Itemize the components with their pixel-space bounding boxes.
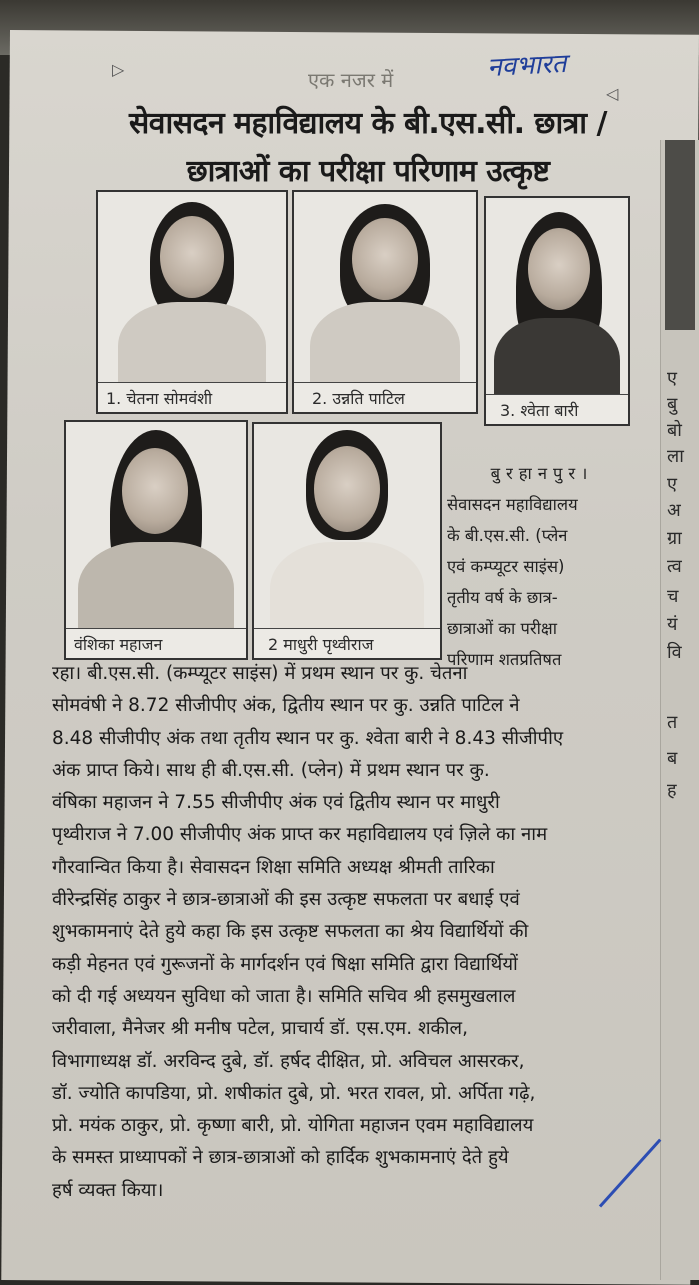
body-line: शुभकामनाएं देते हुये कहा कि इस उत्कृष्ट सफलता का श्रेय विद्यार्थियों की <box>52 921 529 943</box>
photo-caption-3: 3. श्वेता बारी <box>500 401 579 420</box>
kicker-label: एक नजर में <box>308 68 394 92</box>
adjacent-text-fragment: अ <box>667 500 681 521</box>
intro-line: छात्राओं का परीक्षा <box>447 619 558 638</box>
handwritten-note: नवभारत <box>486 48 568 84</box>
corner-mark-right: ◁ <box>606 84 619 103</box>
student-photo-1 <box>96 190 288 414</box>
adjacent-text-fragment: ए <box>667 474 677 495</box>
body-line: अंक प्राप्त किये। साथ ही बी.एस.सी. (प्लेन) में प्रथम स्थान पर कु. <box>52 759 490 781</box>
adjacent-text-fragment: ए <box>667 368 677 389</box>
body-line: डॉ. ज्योति कापडिया, प्रो. शषीकांत दुबे, प्रो. भरत रावल, प्रो. अर्पिता गढ़े, <box>52 1082 536 1104</box>
body-line: हर्ष व्यक्त किया। <box>52 1179 164 1201</box>
student-photo-2 <box>292 190 478 414</box>
body-line: गौरवान्वित किया है। सेवासदन शिक्षा समिति अध्यक्ष श्रीमती तारिका <box>52 856 495 878</box>
adjacent-text-fragment: ब <box>667 748 678 769</box>
headline-line-2: छात्राओं का परीक्षा परिणाम उत्कृष्ट <box>186 154 550 189</box>
photo-caption-4: वंशिका महाजन <box>74 635 163 654</box>
adjacent-text-fragment: त <box>667 712 678 733</box>
photo-caption-5: 2 माधुरी पृथ्वीराज <box>268 635 374 654</box>
photo-caption-1: 1. चेतना सोमवंशी <box>106 389 213 408</box>
adjacent-text-fragment: वि <box>667 642 682 663</box>
body-line: वंषिका महाजन ने 7.55 सीजीपीए अंक एवं द्वितीय स्थान पर माधुरी <box>52 792 500 814</box>
adjacent-text-fragment: बो <box>667 420 682 441</box>
adjacent-text-fragment: ह <box>667 780 677 801</box>
body-line: प्रो. मयंक ठाकुर, प्रो. कृष्णा बारी, प्रो. योगिता महाजन एवम महाविद्यालय <box>52 1115 534 1137</box>
adjacent-column <box>660 140 699 1280</box>
student-photo-5 <box>252 422 442 660</box>
corner-mark-left: ▷ <box>112 60 125 79</box>
adjacent-text-fragment: ला <box>667 446 684 467</box>
student-photo-3 <box>484 196 630 426</box>
body-line: पृथ्वीराज ने 7.00 सीजीपीए अंक प्राप्त कर महाविद्यालय एवं ज़िले का नाम <box>52 824 548 846</box>
body-line: सोमवंषी ने 8.72 सीजीपीए अंक, द्वितीय स्थान पर कु. उन्नति पाटिल ने <box>52 695 520 717</box>
intro-line: बुरहानपुर। <box>490 464 594 483</box>
body-line: के समस्त प्राध्यापकों ने छात्र-छात्राओं को हार्दिक शुभकामनाएं देते हुये <box>52 1147 509 1169</box>
adjacent-text-fragment: त्व <box>667 556 682 577</box>
adjacent-text-fragment: बु <box>667 394 678 415</box>
intro-line: परिणाम शतप्रतिषत <box>447 650 562 669</box>
body-line: जरीवाला, मैनेजर श्री मनीष पटेल, प्राचार्य डॉ. एस.एम. शकील, <box>52 1018 468 1040</box>
intro-line: एवं कम्प्यूटर साइंस) <box>447 557 565 576</box>
adjacent-text-fragment: यं <box>667 614 678 635</box>
body-line: 8.48 सीजीपीए अंक तथा तृतीय स्थान पर कु. श्वेता बारी ने 8.43 सीजीपीए <box>52 727 564 749</box>
intro-line: तृतीय वर्ष के छात्र- <box>447 588 558 607</box>
body-line: कड़ी मेहनत एवं गुरूजनों के मार्गदर्शन एवं षिक्षा समिति द्वारा विद्यार्थियों <box>52 953 518 975</box>
intro-line: के बी.एस.सी. (प्लेन <box>447 526 568 545</box>
photo-caption-2: 2. उन्नति पाटिल <box>312 389 405 408</box>
body-line: रहा। बी.एस.सी. (कम्प्यूटर साइंस) में प्रथम स्थान पर कु. चेतना <box>52 663 468 684</box>
article-body <box>52 658 647 1207</box>
body-line: को दी गई अध्ययन सुविधा को जाता है। समिति सचिव श्री हसमुखलाल <box>52 985 516 1007</box>
intro-line: सेवासदन महाविद्यालय <box>447 495 578 514</box>
body-line: वीरेन्द्रसिंह ठाकुर ने छात्र-छात्राओं की इस उत्कृष्ट सफलता पर बधाई एवं <box>52 889 520 911</box>
adjacent-text-fragment: च <box>667 586 679 607</box>
body-line: विभागाध्यक्ष डॉ. अरविन्द दुबे, डॉ. हर्षद दीक्षित, प्रो. अविचल आसरकर, <box>52 1050 525 1072</box>
headline <box>108 100 628 196</box>
adjacent-photo-block <box>665 140 695 330</box>
headline-line-1: सेवासदन महाविद्यालय के बी.एस.सी. छात्रा / <box>129 106 607 141</box>
student-photo-4 <box>64 420 248 660</box>
adjacent-text-fragment: ग्रा <box>667 528 682 549</box>
article-intro <box>447 458 637 675</box>
